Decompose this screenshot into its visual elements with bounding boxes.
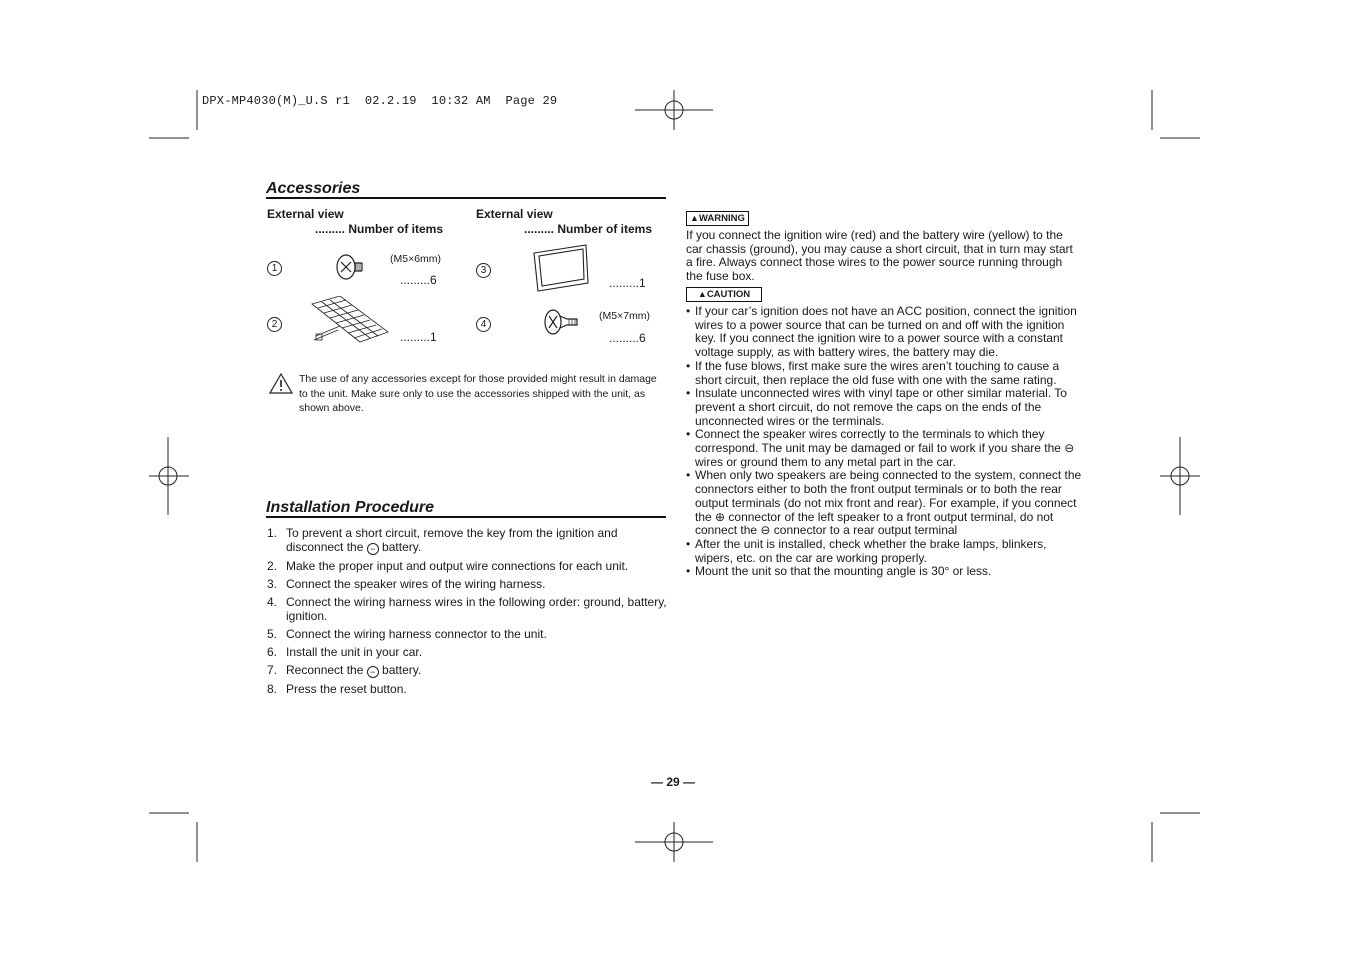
flat-head-screw-icon <box>543 307 579 337</box>
step-8: 8. Press the reset button. <box>267 682 407 696</box>
page-number: — 29 — <box>651 775 696 789</box>
step-1: 1. To prevent a short circuit, remove the key from the ignition and disconnect the − battery. <box>267 526 618 554</box>
warning-triangle-small-icon: ▲ <box>690 213 699 223</box>
caution-item: • Mount the unit so that the mounting angle is 30° or less. <box>686 564 992 579</box>
accessories-note: The use of any accessories except for those provided might result in damage to the unit. Make sure only to use the accessories shipped with the unit, as shown above. <box>299 373 657 414</box>
caution-label: ▲CAUTION <box>686 287 762 302</box>
accessories-title: Accessories <box>266 180 361 197</box>
col1-subheading: ......... Number of items <box>315 222 444 236</box>
step-2: 2. Make the proper input and output wire connections for each unit. <box>267 559 629 573</box>
caution-item: • Insulate unconnected wires with vinyl tape or other similar material. To prevent a short circuit, do not remove the caps on the ends of the unconnected wires or the terminals. <box>686 386 1067 428</box>
wiring-harness-icon <box>310 296 390 348</box>
item-size-4: (M5×7mm) <box>599 310 651 322</box>
item-count-4: .........6 <box>609 331 646 345</box>
installation-title: Installation Procedure <box>266 499 435 516</box>
step-6: 6. Install the unit in your car. <box>267 645 423 659</box>
caution-item: • When only two speakers are being connected to the system, connect the connectors either to both the front output terminals or to both the rear output terminals (do not mix front and rear). For example, if you connect the ⊕ connector of the left speaker to a front output terminal, do not connect the ⊖ connector to a rear output terminal <box>686 468 1082 538</box>
caution-item: • Connect the speaker wires correctly to the terminals to which they correspond. The unit may be damaged or fail to work if you share the ⊖ wires or ground them to any metal part in the car. <box>686 427 1075 469</box>
warning-text: If you connect the ignition wire (red) and the battery wire (yellow) to the car chassis (ground), you may cause a short circuit, that in turn may start a fire. Always connect those wires to the power source running through the fuse box. <box>686 228 1073 283</box>
caution-item: • If the fuse blows, first make sure the wires aren’t touching to cause a short circuit, then replace the old fuse with one with the same rating. <box>686 358 1060 387</box>
item-size-1: (M5×6mm) <box>390 253 442 265</box>
step-5: 5. Connect the wiring harness connector to the unit. <box>267 627 547 641</box>
minus-terminal-icon: − <box>367 666 379 678</box>
caution-list <box>686 305 1083 579</box>
installation-rule <box>266 516 666 518</box>
step-7: 7. Reconnect the − battery. <box>267 663 422 677</box>
warning-label: ▲WARNING <box>686 211 749 226</box>
item-count-1: .........6 <box>400 273 437 287</box>
item-index-4: 4 <box>476 314 491 332</box>
item-count-2: .........1 <box>400 330 437 344</box>
minus-terminal-icon: − <box>367 543 379 555</box>
installation-steps <box>267 526 667 700</box>
item-index-2: 2 <box>267 314 282 332</box>
caution-item: • If your car’s ignition does not have an ACC position, connect the ignition wires to a power source that can be turned on and off with the ignition key. If you connect the ignition wire to a power source with a constant voltage supply, as with battery wires, the battery may die. <box>686 304 1077 360</box>
pan-head-screw-icon <box>335 252 363 282</box>
caution-item: • After the unit is installed, check whether the brake lamps, blinkers, wipers, etc. on the car are working properly. <box>686 536 1047 565</box>
accessories-rule <box>266 197 666 199</box>
item-index-1: 1 <box>267 258 282 276</box>
col2-heading: External view <box>476 207 553 221</box>
warning-triangle-icon <box>269 373 293 394</box>
item-count-3: .........1 <box>609 276 646 290</box>
col2-subheading: ......... Number of items <box>524 222 653 236</box>
col1-heading: External view <box>267 207 344 221</box>
print-slug: DPX-MP4030(M)_U.S r1 02.2.19 10:32 AM Page 29 <box>202 94 558 108</box>
caution-triangle-small-icon: ▲ <box>697 289 707 299</box>
item-index-3: 3 <box>476 260 491 278</box>
step-3: 3. Connect the speaker wires of the wiring harness. <box>267 577 546 591</box>
trim-plate-icon <box>530 243 592 295</box>
step-4: 4. Connect the wiring harness wires in the following order: ground, battery, ignition. <box>267 595 667 623</box>
